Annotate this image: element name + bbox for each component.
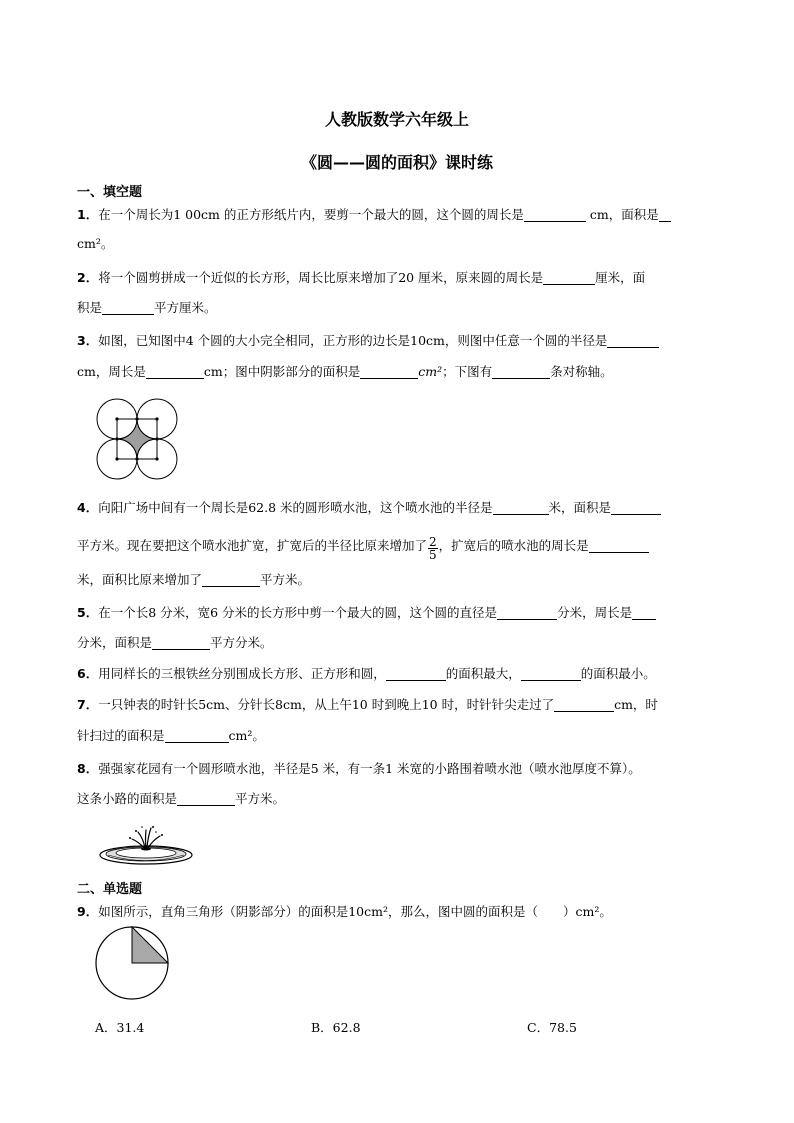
- question-text: 如图，已知图中4 个圆的大小完全相同，正方形的边长是10cm，则图中任意一个圆的半径是: [98, 333, 608, 348]
- question-text: cm²。: [228, 728, 265, 743]
- question-3-line-2: [77, 362, 747, 382]
- question-2-line-2: [77, 298, 747, 318]
- question-text: 一只钟表的时针长5cm、分针长8cm，从上午10 时到晚上10 时，时针针尖走过了: [98, 697, 555, 712]
- answer-blank[interactable]: [165, 728, 229, 743]
- fraction-numerator: 2: [429, 535, 437, 549]
- question-text: 米，面积是: [548, 500, 612, 515]
- question-4-line-2: [77, 536, 747, 561]
- question-text: 针扫过的面积是: [77, 728, 165, 743]
- answer-blank[interactable]: [202, 572, 260, 587]
- question-1-line-2: [77, 234, 747, 254]
- question-8-line-1: [77, 759, 747, 779]
- answer-blank[interactable]: [589, 538, 649, 553]
- answer-blank[interactable]: [524, 207, 586, 222]
- answer-blank[interactable]: [659, 207, 671, 222]
- question-text: cm；图中阴影部分的面积是: [203, 364, 361, 379]
- answer-blank[interactable]: [177, 791, 235, 806]
- question-6-line-1: [77, 664, 747, 684]
- question-9-line-1: [77, 902, 747, 922]
- answer-blank[interactable]: [611, 500, 661, 515]
- question-text: cm，时: [614, 697, 658, 712]
- question-text: ；下图有: [442, 364, 493, 379]
- question-4-line-1: [77, 498, 747, 518]
- answer-blank[interactable]: [554, 697, 614, 712]
- question-text: 用同样长的三根铁丝分别围成长方形、正方形和圆，: [98, 666, 386, 681]
- question-7-line-1: [77, 695, 747, 715]
- question-text: 米，面积比原来增加了: [77, 572, 203, 587]
- answer-blank[interactable]: [146, 364, 204, 379]
- question-1-line-1: [77, 205, 747, 225]
- question-number: 5．: [77, 605, 99, 620]
- worksheet-subtitle: 《圆——圆的面积》课时练: [300, 153, 493, 172]
- question-text: 分米，周长是: [557, 605, 633, 620]
- fountain-pool-figure: [98, 822, 196, 866]
- question-2-line-1: [77, 268, 747, 288]
- question-text: cm，周长是: [77, 364, 146, 379]
- question-number: 1．: [77, 207, 99, 222]
- answer-blank[interactable]: [497, 605, 557, 620]
- question-text: 平方米。: [260, 572, 311, 587]
- answer-blank[interactable]: [632, 605, 656, 620]
- question-7-line-2: [77, 726, 747, 746]
- question-number: 2．: [77, 270, 99, 285]
- question-8-line-2: [77, 789, 747, 809]
- question-3-line-1: [77, 331, 747, 351]
- answer-blank[interactable]: [492, 364, 550, 379]
- worksheet-title: 人教版数学六年级上: [324, 110, 469, 129]
- question-text: 平方厘米。: [154, 300, 217, 315]
- option-b[interactable]: B．62.8: [311, 1020, 361, 1035]
- answer-blank[interactable]: [607, 333, 659, 348]
- question-text: 条对称轴。: [550, 364, 613, 379]
- question-text: 强强家花园有一个圆形喷水池，半径是5 米，有一条1 米宽的小路围着喷水池（喷水池厚度不算）。: [98, 761, 641, 776]
- answer-blank[interactable]: [102, 300, 154, 315]
- answer-blank[interactable]: [152, 635, 210, 650]
- question-number: 7．: [77, 697, 99, 712]
- answer-blank[interactable]: [493, 500, 549, 515]
- question-text: ，扩宽后的喷水池的周长是: [438, 538, 589, 553]
- question-text: cm²。: [77, 236, 114, 251]
- answer-blank[interactable]: [521, 666, 581, 681]
- fraction-denominator: 5: [429, 548, 437, 562]
- question-text: 分米，面积是: [77, 635, 153, 650]
- question-number: 9．: [77, 904, 99, 919]
- question-text: 将一个圆剪拼成一个近似的长方形，周长比原来增加了20 厘米，原来圆的周长是: [98, 270, 544, 285]
- fraction: [428, 536, 438, 561]
- question-text: 平方米。: [235, 791, 286, 806]
- circle-triangle-figure: [94, 925, 170, 1001]
- answer-blank[interactable]: [360, 364, 418, 379]
- section-single-choice-heading: 二、单选题: [77, 882, 143, 897]
- question-text: 在一个周长为1 00cm 的正方形纸片内，要剪一个最大的圆，这个圆的周长是: [98, 207, 524, 222]
- question-text: 这条小路的面积是: [77, 791, 178, 806]
- question-text: 平方米。现在要把这个喷水池扩宽，扩宽后的半径比原来增加了: [77, 538, 428, 553]
- question-text: 厘米，面: [595, 270, 646, 285]
- question-4-line-3: [77, 570, 747, 590]
- four-circles-square-figure: [96, 398, 178, 480]
- question-5-line-1: [77, 603, 747, 623]
- question-5-line-2: [77, 633, 747, 653]
- question-text: cm，面积是: [585, 207, 659, 222]
- question-text: 积是: [77, 300, 103, 315]
- answer-blank[interactable]: [386, 666, 446, 681]
- unit-text: cm²: [418, 364, 443, 379]
- question-number: 4．: [77, 500, 99, 515]
- option-c[interactable]: C．78.5: [527, 1020, 577, 1035]
- question-text: 在一个长8 分米，宽6 分米的长方形中剪一个最大的圆，这个圆的直径是: [98, 605, 498, 620]
- question-text: 的面积最大，: [445, 666, 521, 681]
- question-text: 的面积最小。: [580, 666, 656, 681]
- question-text: 平方分米。: [210, 635, 273, 650]
- question-number: 6．: [77, 666, 99, 681]
- option-a[interactable]: A．31.4: [95, 1020, 145, 1035]
- question-number: 8．: [77, 761, 99, 776]
- answer-blank[interactable]: [543, 270, 595, 285]
- question-text: 向阳广场中间有一个周长是62.8 米的圆形喷水池，这个喷水池的半径是: [98, 500, 493, 515]
- question-number: 3．: [77, 333, 99, 348]
- question-text: 如图所示，直角三角形（阴影部分）的面积是10cm²，那么，图中圆的面积是（ ）cm²。: [98, 904, 612, 919]
- section-fill-blank-heading: 一、填空题: [77, 185, 143, 200]
